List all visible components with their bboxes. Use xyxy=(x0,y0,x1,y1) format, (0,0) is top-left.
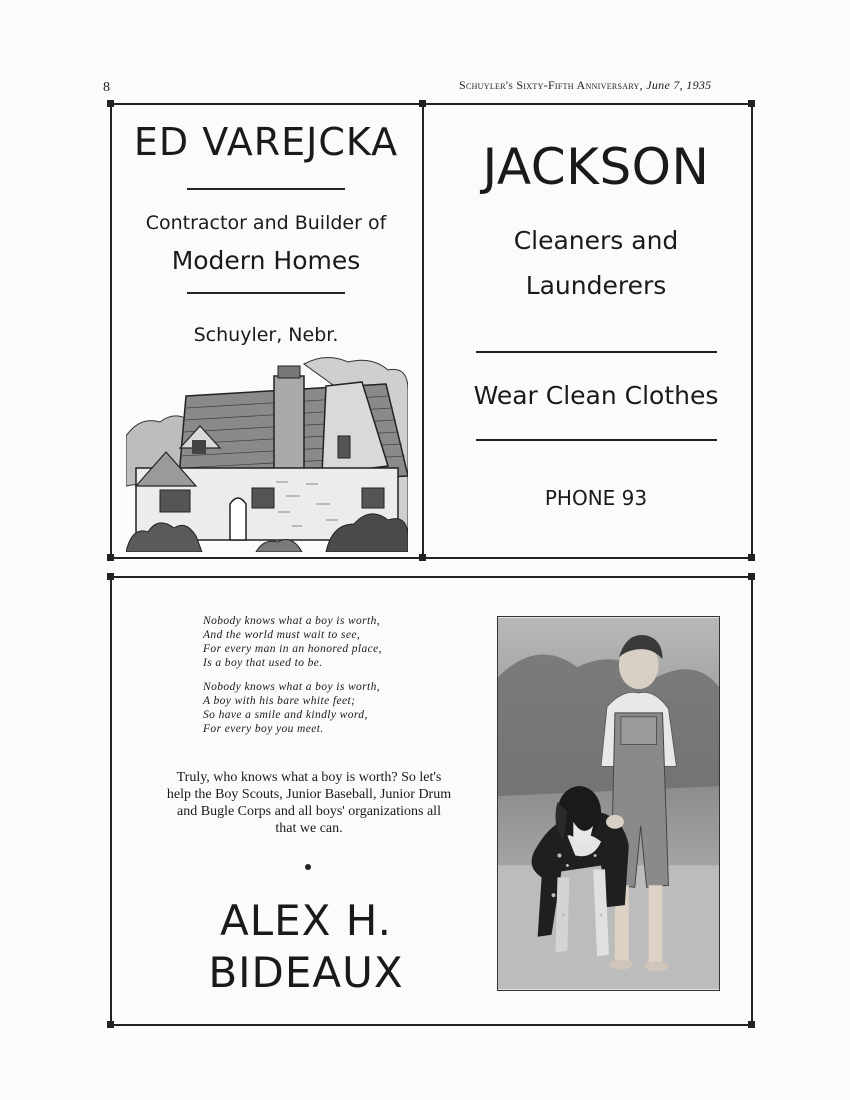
rule-divider xyxy=(422,103,424,559)
poem-stanza xyxy=(203,680,380,736)
corner-mark xyxy=(419,554,426,561)
ad-headline: Modern Homes xyxy=(171,246,361,275)
poem-line: Nobody knows what a boy is worth, xyxy=(203,681,381,693)
corner-mark xyxy=(748,100,755,107)
corner-mark xyxy=(107,1021,114,1028)
ad-location: Schuyler, Nebr. xyxy=(193,324,339,346)
corner-mark xyxy=(107,554,114,561)
corner-mark xyxy=(748,1021,755,1028)
rule-bottom-right xyxy=(751,576,753,1026)
divider-rule xyxy=(187,188,345,190)
poem-line: Nobody knows what a boy is worth, xyxy=(203,615,381,627)
corner-mark xyxy=(419,100,426,107)
poem-line: So have a smile and kindly word, xyxy=(203,709,368,721)
corner-mark xyxy=(748,554,755,561)
running-head-title: Schuyler's Sixty-Fifth Anniversary, xyxy=(459,78,643,92)
ad-body-text xyxy=(130,769,488,837)
ad-tagline: Cleaners and xyxy=(513,226,679,255)
advertiser-name: ED VAREJCKA xyxy=(133,120,399,164)
corner-mark xyxy=(107,100,114,107)
rule-mid-left xyxy=(110,557,422,559)
body-line: Truly, who knows what a boy is worth? So let's xyxy=(176,770,442,785)
body-line: help the Boy Scouts, Junior Baseball, Junior Drum xyxy=(166,787,452,802)
rule-mid-right xyxy=(422,557,753,559)
poem-line: A boy with his bare white feet; xyxy=(203,695,356,707)
rule-bottom-left xyxy=(110,576,112,1026)
running-head-date: June 7, 1935 xyxy=(646,78,712,92)
poem-stanza xyxy=(203,614,382,670)
ad-tagline: Launderers xyxy=(525,271,667,300)
body-line: that we can. xyxy=(275,821,343,836)
running-head xyxy=(459,78,712,93)
bullet-ornament xyxy=(305,864,311,870)
corner-mark xyxy=(107,573,114,580)
divider-rule xyxy=(476,351,717,353)
rule-top-left xyxy=(110,103,422,105)
advertiser-name: JACKSON xyxy=(482,138,710,196)
rule-bottom-top xyxy=(110,576,753,578)
divider-rule xyxy=(187,292,345,294)
poem-line: And the world must wait to see, xyxy=(203,629,361,641)
ad-phone: PHONE 93 xyxy=(544,486,648,510)
divider-rule xyxy=(476,439,717,441)
advertiser-name: ALEX H. xyxy=(220,896,392,945)
ad-tagline: Contractor and Builder of xyxy=(145,212,387,234)
house-illustration xyxy=(126,356,408,552)
body-line: and Bugle Corps and all boys' organizations all xyxy=(177,804,441,819)
rule-bottom-bottom xyxy=(110,1024,753,1026)
ad-slogan: Wear Clean Clothes xyxy=(473,381,719,410)
poem-line: Is a boy that used to be. xyxy=(203,657,323,669)
poem-line: For every boy you meet. xyxy=(203,723,324,735)
boy-and-dog-photo xyxy=(497,616,720,991)
corner-mark xyxy=(748,573,755,580)
page-number: 8 xyxy=(103,80,110,95)
rule-top-right xyxy=(422,103,753,105)
advertiser-name: BIDEAUX xyxy=(208,948,404,997)
poem-line: For every man in an honored place, xyxy=(203,643,382,655)
